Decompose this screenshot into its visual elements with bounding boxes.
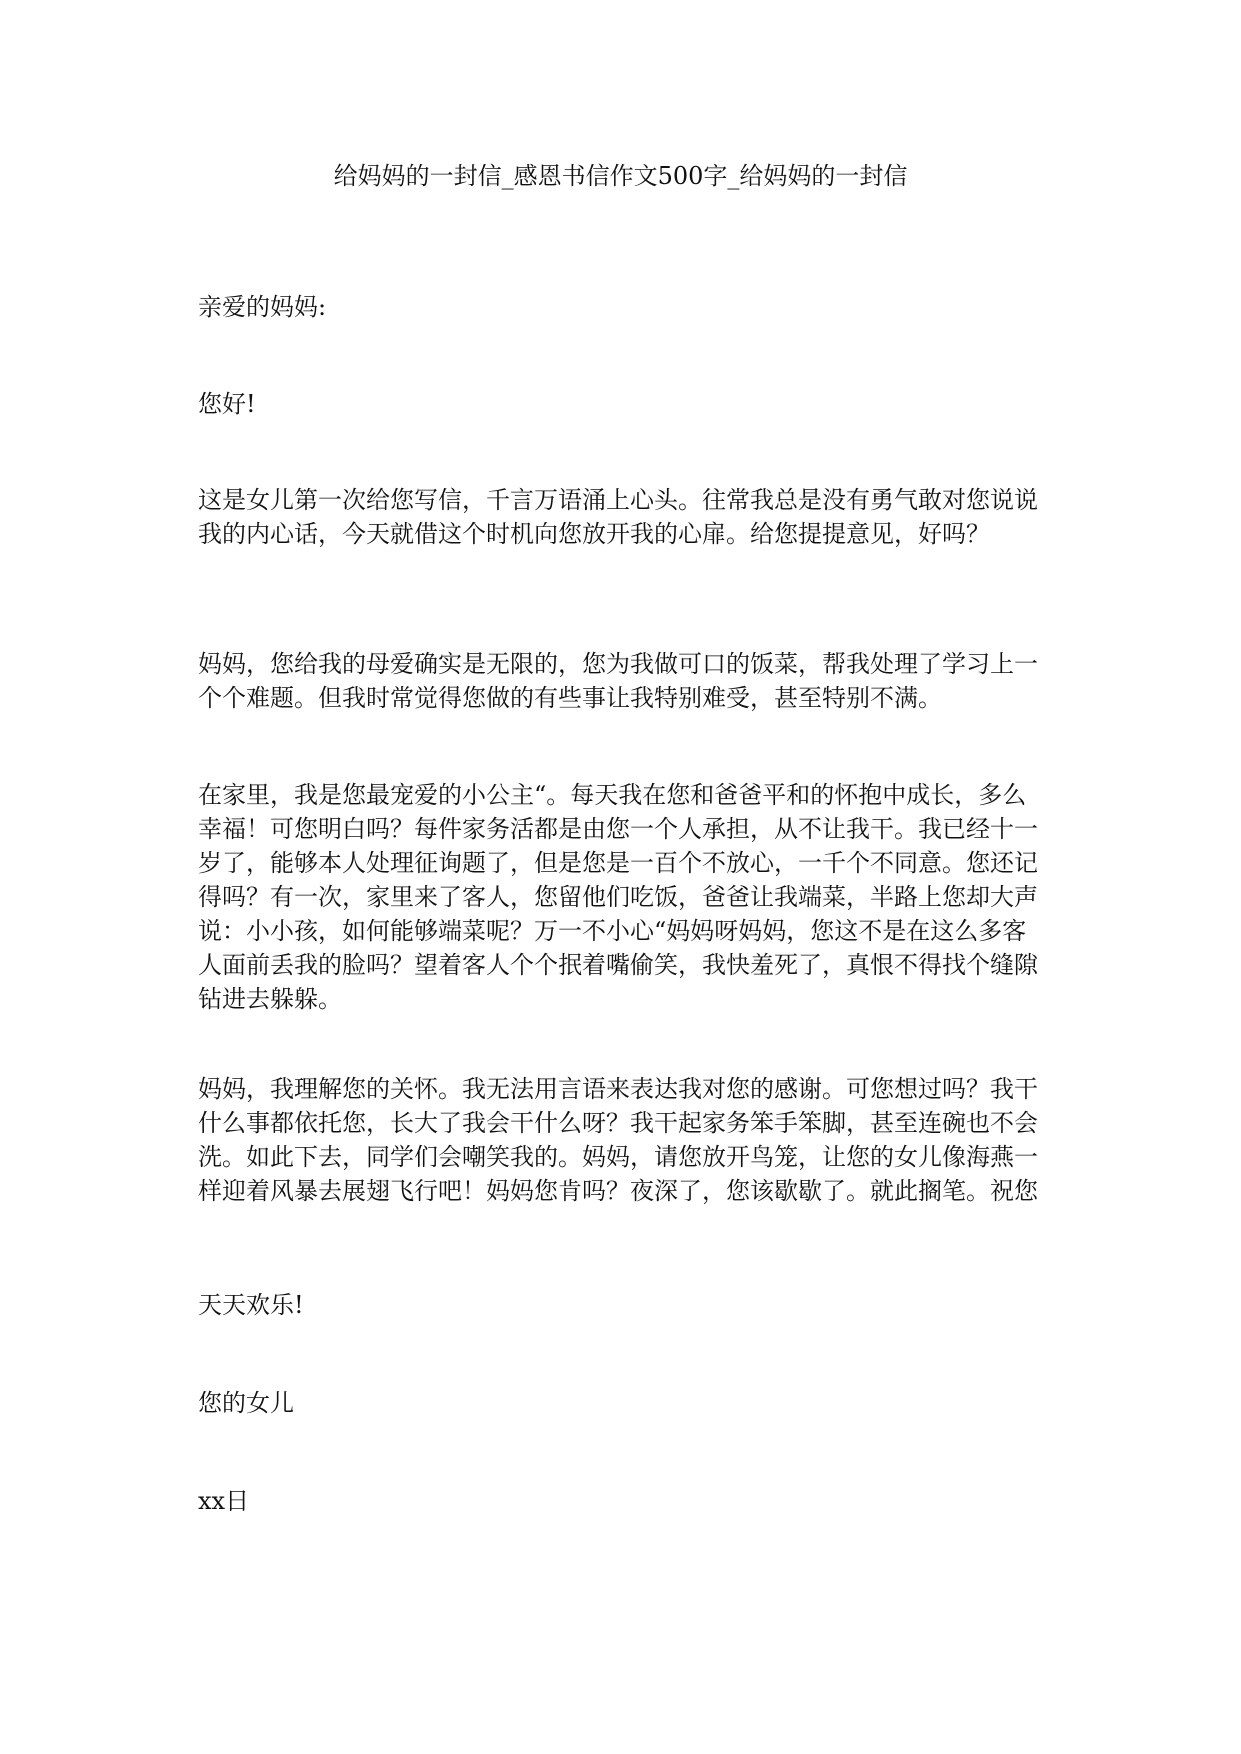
letter-salutation: 亲爱的妈妈: (198, 293, 327, 321)
document-title: 给妈妈的一封信_感恩书信作文500字_给妈妈的一封信 (333, 162, 908, 190)
paragraph-1: 这是女儿第一次给您写信，千言万语涌上心头。往常我总是没有勇气敢对您说说我的内心话，今天就借这个时机向您放开我的心扉。给您提提意见，好吗？ (198, 486, 1038, 548)
letter-signature: 您的女儿 (198, 1389, 294, 1417)
letter-wish: 天天欢乐! (198, 1291, 304, 1319)
paragraph-3: 在家里，我是您最宠爱的小公主“。每天我在您和爸爸平和的怀抱中成长，多么幸福！可您明白吗？每件家务活都是由您一个人承担，从不让我干。我已经十一岁了，能够本人处理征询题了，但是您是一百个不放心，一千个不同意。您还记得吗？有一次，家里来了客人，您留他们吃饭，爸爸让我端菜，半路上您却大声说：小小孩，如何能够端菜呢？万一不小心“妈妈呀妈妈，您这不是在这么多客人面前丢我的脸吗？望着客人个个抿着嘴偷笑，我快羞死了，真恨不得找个缝隙钻进去躲躲。 (198, 781, 1038, 1013)
letter-date: xx日 (198, 1487, 250, 1515)
paragraph-4: 妈妈，我理解您的关怀。我无法用言语来表达我对您的感谢。可您想过吗？我干什么事都依托您，长大了我会干什么呀？我干起家务笨手笨脚，甚至连碗也不会洗。如此下去，同学们会嘲笑我的。妈妈，请您放开鸟笼，让您的女儿像海燕一样迎着风暴去展翅飞行吧！妈妈您肯吗？夜深了，您该歇歇了。就此搁笔。祝您 (198, 1075, 1038, 1205)
paragraph-2: 妈妈，您给我的母爱确实是无限的，您为我做可口的饭菜，帮我处理了学习上一个个难题。但我时常觉得您做的有些事让我特别难受，甚至特别不满。 (198, 650, 1038, 712)
letter-greeting: 您好! (198, 390, 256, 418)
